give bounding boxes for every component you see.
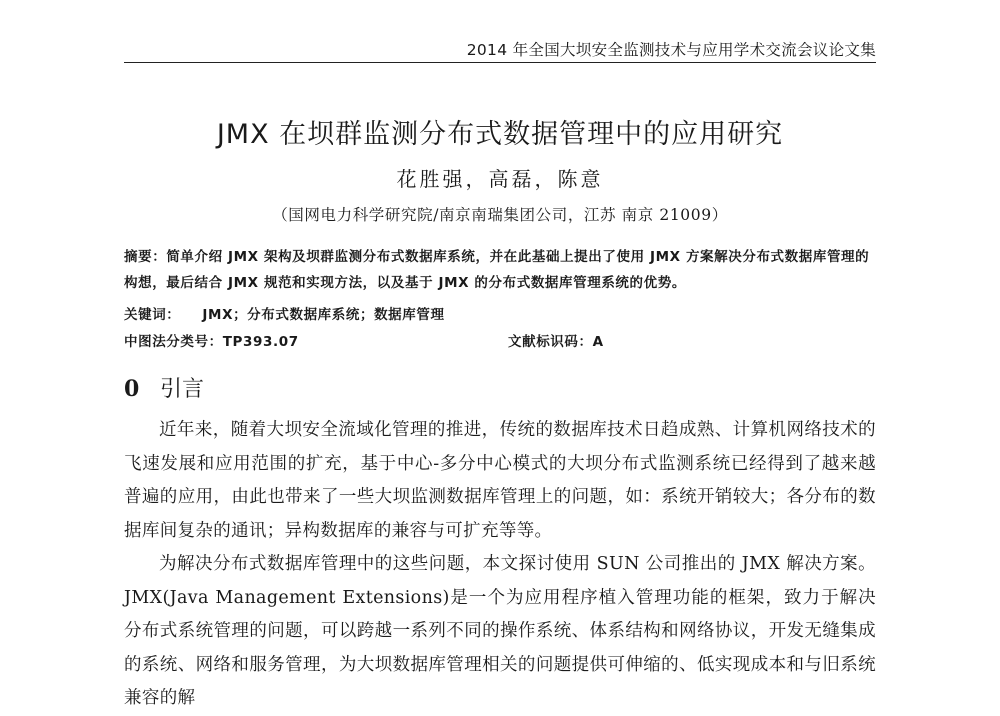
authors: 花胜强，高磊，陈意 bbox=[396, 167, 604, 191]
header-rule bbox=[124, 62, 876, 63]
section-number: 0 bbox=[124, 376, 140, 402]
affiliation: （国网电力科学研究院/南京南瑞集团公司，江苏 南京 21009） bbox=[272, 206, 728, 224]
document-code bbox=[508, 330, 604, 350]
keywords-label: 关键词： bbox=[124, 307, 181, 323]
doc-code-value: A bbox=[592, 334, 604, 350]
paper-title: JMX 在坝群监测分布式数据管理中的应用研究 bbox=[216, 119, 784, 150]
abstract-label: 摘要： bbox=[124, 249, 167, 265]
section-heading bbox=[124, 372, 204, 403]
doc-code-label: 文献标识码： bbox=[508, 334, 593, 350]
keywords-text: JMX；分布式数据库系统；数据库管理 bbox=[202, 307, 445, 323]
paragraph-1: 近年来，随着大坝安全流域化管理的推进，传统的数据库技术日趋成熟、计算机网络技术的飞速发展和应用范围的扩充，基于中心-多分中心模式的大坝分布式监测系统已经得到了越来越普遍的应用，由此也带来了一些大坝监测数据库管理上的问题，如：系统开销较大；各分布的数据库间复杂的通讯；异构数据库的兼容与可扩充等等。 bbox=[124, 420, 876, 541]
abstract-text: 简单介绍 JMX 架构及坝群监测分布式数据库系统，并在此基础上提出了使用 JMX 方案解决分布式数据库管理的构想，最后结合 JMX 规范和实现方法，以及基于 JMX 的分布式数据库管理系统的优势。 bbox=[124, 249, 870, 291]
paragraph-2: 为解决分布式数据库管理中的这些问题，本文探讨使用 SUN 公司推出的 JMX 解决方案。JMX(Java Management Extensions)是一个为应用程序植入管理功能的框架，致力于解决分布式系统管理的问题，可以跨越一系列不同的操作系统、体系结构和网络协议，开发无缝集成的系统、网络和服务管理，为大坝数据库管理相关的问题提供可伸缩的、低实现成本和与旧系统兼容的解 bbox=[124, 554, 876, 708]
abstract bbox=[124, 244, 876, 296]
clc-value: TP393.07 bbox=[222, 334, 299, 350]
keywords bbox=[124, 303, 445, 323]
running-head: 2014 年全国大坝安全监测技术与应用学术交流会议论文集 bbox=[466, 41, 876, 59]
clc-number bbox=[124, 330, 299, 350]
section-title: 引言 bbox=[160, 377, 205, 402]
body-paragraph bbox=[124, 548, 876, 716]
body-paragraph bbox=[124, 414, 876, 548]
clc-label: 中图法分类号： bbox=[124, 334, 223, 350]
